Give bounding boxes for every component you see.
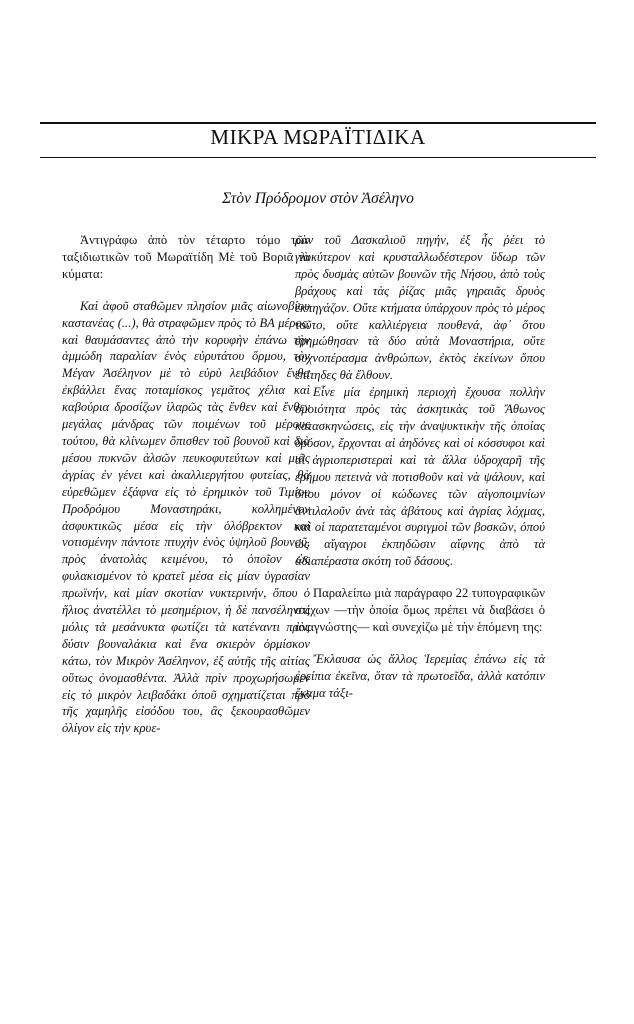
quoted-paragraph: Καὶ ἀφοῦ σταθῶμεν πλησίον μιᾶς αἰωνοβίου καστανέας (...), θὰ στραφῶμεν πρὸς τὸ ΒΑ μέρος, καὶ θαυμάσαντες ἀπὸ τὴν κορυφὴν ἐπάνω τὴν ἀμμώδη παραλίαν ἑνὸς εὐρυτάτου ὅρμου, τὸν Μέγαν Ἀσέληνον μὲ τὸ εὐρὺ λειβάδιον ἔνθα ἐκβάλλει ἕνας ποταμίσκος γεμᾶτος χέλια καὶ καβούρια δροσίζων ἱλαρῶς τὰς ἔνθεν καὶ ἔνθεν μεγάλας μάνδρας τῶν ποιμένων τοῦ μέρους τούτου, θὰ κλίνωμεν ὄπισθεν τοῦ βουνοῦ καὶ διὰ μέσου πυκνῶν ἀλσῶν πευκοφυτεύτων καὶ μιᾶς ἀγρίας ἐν γένει καὶ ἀκαλλιεργήτου φυτείας, θὰ εὑρεθῶμεν ἐξάφνα εἰς τὸ ἐρημικὸν τοῦ Τιμίου Προδρόμου Μοναστηράκι, κολλημένον ἀσφυκτικῶς μέσα εἰς τὴν ὁλόβρεκτον καὶ νοτισμένην πάντοτε πτυχὴν ἑνὸς ὑψηλοῦ βουνοῦ, πρὸς ἀνατολὰς κειμένου, τὸ ὁποῖον ὡς φυλακισμένον τὸ κρατεῖ μέσα εἰς μίαν ὑγρασίαν πρωϊνήν, καὶ μίαν σκοτίαν νυκτερινήν, ὅπου ὁ ἥλιος ἀνατέλλει τὸ μεσημέριον, ἡ δὲ πανσέληνος μόλις τὰ μεσάνυκτα φωτίζει τὰ κατέναντι πρὸς δύσιν βουναλάκια καὶ ἕνα σκιερὸν ὁρμίσκον κάτω, τὸν Μικρὸν Ἀσέληνον, ἐξ αὐτῆς τῆς αἰτίας οὕτως ὀνομασθέντα. Ἀλλὰ πρὶν προχωρήσωμεν εἰς τὸ μικρὸν λειβαδάκι ὁποῦ σχηματίζεται πρὸ τῆς χαμηλῆς εἰσόδου του, ἂς ξεκουρασθῶμεν ὀλίγον εἰς τὴν κρυε- [62,298,310,736]
title-rule-top [40,122,596,124]
intro-paragraph: Ἀντιγράφω ἀπὸ τὸν τέταρτο τόμο τῶν ταξιδιωτικῶν τοῦ Μωραϊτίδη Μὲ τοῦ Βοριᾶ τὰ κύματα: [62,233,310,281]
title-rule-bottom [40,157,596,158]
quoted-paragraph-2: Εἶνε μία ἐρημικὴ περιοχὴ ἔχουσα πολλὴν ὁμοιότητα πρὸς τὰς ἀσκητικὰς τοῦ Ἄθωνος κατασκηνώσεις, εἰς τὴν ἀναψυκτικὴν τῆς ὁποίας δρόσον, ἔρχονται αἱ ἀηδόνες καὶ οἱ κόσσυφοι καὶ αἱ ἀγριοπεριστεραὶ καὶ τὰ ἄλλα ὑδροχαρῆ τῆς ἐρήμου πετεινὰ νὰ ποτισθοῦν καὶ νὰ ψάλουν, καὶ ὅπου μόνον οἱ κώδωνες τῶν αἰγοποιμνίων ἀντιλαλοῦν ἀνὰ τὰς ἀβάτους καὶ ἀγρίας λόχμας, καὶ οἱ παρατεταμένοι συριγμοὶ τῶν βοσκῶν, ὁπού ὡς αἴγαγροι ἐκπηδῶσιν αἴφνης ἀπὸ τὰ ἀδιαπέραστα σκότη τοῦ δάσους. [295,385,545,569]
quoted-paragraph-3: Ἔκλαυσα ὡς ἄλλος Ἱερεμίας ἐπάνω εἰς τὰ ἐρείπια ἐκεῖνα, ὅταν τὰ πρωτοεῖδα, ἀλλὰ κατόπιν ἔκαμα τάξι- [295,651,545,700]
author-note-paragraph: Παραλείπω μιὰ παράγραφο 22 τυπογραφικῶν στίχων —τὴν ὁποία ὅμως πρέπει νὰ διαβάσει ὁ ἀναγνώστης— καὶ συνεχίζω μὲ τὴν ἑπόμενη της: [295,586,545,634]
quoted-paragraph-continued: ρὰν τοῦ Δασκαλιοῦ πηγήν, ἐξ ἧς ῥέει τὸ γλυκύτερον καὶ κρυσταλλωδέστερον ὕδωρ τῶν πρὸς δυσμὰς αὐτῶν βουνῶν τῆς Νήσου, ἀπὸ τοὺς βράχους καὶ τὰς ῥίζας μιᾶς γηραιᾶς δρυὸς ἐκπηγάζον. Οὔτε κτήματα ὑπάρχουν πρὸς τὸ μέρος τοῦτο, οὔτε καλλιέργεια πουθενά, ἀφ᾽ ὅτου ἐρημώθησαν τὰ δύο αὐτὰ Μοναστήρια, οὔτε συχνοπέρασμα ἀνθρώπων, ἐκτὸς ἐκείνων ὅπου ἐπίτηδες θὰ ἔλθουν. [295,233,545,383]
left-column [62,232,310,737]
page-title: ΜΙΚΡΑ ΜΩΡΑΪΤΙΔΙΚΑ [210,125,426,149]
right-column [295,232,545,702]
section-subtitle: Στὸν Πρόδρομον στὸν Ἀσέληνο [222,190,414,207]
